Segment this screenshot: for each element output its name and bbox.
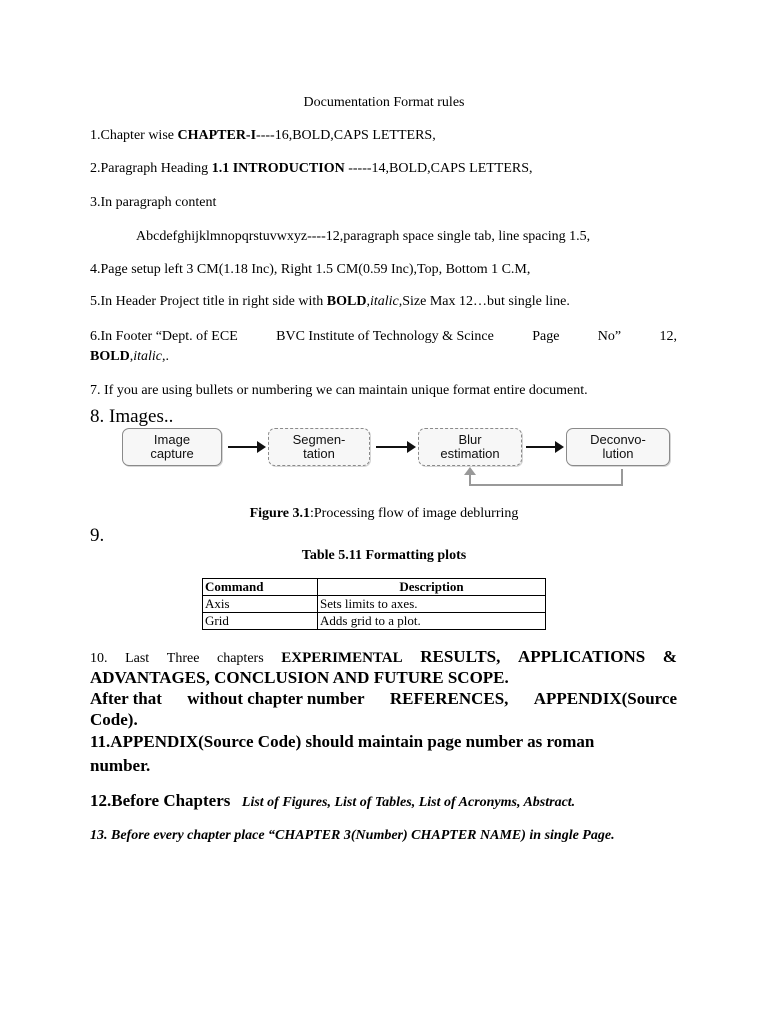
rule-10-line-3: [90, 688, 677, 709]
rule-10-word: Last: [125, 651, 150, 666]
flow-node-label: Blur estimation: [440, 432, 500, 461]
rule-6-comma: ,: [129, 349, 134, 364]
figure-caption-text: :Processing flow of image deblurring: [310, 506, 519, 521]
rule-1-text: 1.Chapter wise: [90, 128, 178, 143]
table-header-row: [203, 579, 546, 596]
rule-4: 4.Page setup left 3 CM(1.18 Inc), Right 1.5 CM(0.59 Inc),Top, Bottom 1 C.M,: [90, 262, 531, 277]
rule-12: [90, 790, 575, 814]
rule-5-tail: ,Size Max 12…but single line.: [398, 294, 570, 309]
table-cell: Sets limits to axes.: [318, 596, 546, 613]
table-cell: Axis: [203, 596, 318, 613]
rule-10-bold: EXPERIMENTAL: [281, 650, 403, 666]
rule-6-word: Page: [532, 329, 560, 344]
rule-6-tail: ,.: [161, 349, 169, 364]
rule-1: [90, 127, 436, 145]
rule-12-bold: 12.Before Chapters: [90, 791, 231, 810]
table-cell: Grid: [203, 613, 318, 630]
table-row: [203, 613, 546, 630]
rule-10-word: REFERENCES,: [389, 689, 509, 708]
table-caption: Table 5.11 Formatting plots: [301, 548, 467, 563]
rule-7: 7. If you are using bullets or numbering we can maintain unique format entire document.: [90, 383, 588, 398]
rule-10-line-2: ADVANTAGES, CONCLUSION AND FUTURE SCOPE.: [90, 668, 509, 687]
process-flow-diagram: [118, 424, 678, 496]
rule-6-bold: BOLD: [90, 349, 130, 364]
rule-1-bold: CHAPTER-I: [177, 128, 257, 143]
rule-2: [90, 160, 533, 178]
table-cell: Adds grid to a plot.: [318, 613, 546, 630]
figure-label: Figure 3.1: [249, 506, 310, 521]
rule-10-word: 10.: [90, 651, 108, 666]
rule-12-italic: List of Figures, List of Tables, List of Acronyms, Abstract.: [241, 795, 576, 810]
rule-10-bold: &: [662, 647, 677, 666]
rule-5-text: 5.In Header Project title in right side with: [90, 294, 327, 309]
rule-5-italic: italic: [369, 294, 399, 309]
table-row: [203, 596, 546, 613]
rule-5-comma: ,: [366, 294, 370, 309]
rule-10-word: chapters: [217, 651, 264, 666]
table-header: Description: [318, 579, 546, 596]
rule-10-word: Three: [166, 651, 200, 666]
rule-10-word: APPENDIX(Source: [533, 689, 677, 708]
page-title: Documentation Format rules: [303, 95, 465, 110]
rule-6-italic: italic: [133, 349, 162, 364]
flow-node-label: Image capture: [150, 432, 194, 461]
rule-10-word: After that: [90, 689, 162, 708]
rule-13: 13. Before every chapter place “CHAPTER 3(Number) CHAPTER NAME) in single Page.: [90, 828, 615, 843]
rule-2-bold: 1.1 INTRODUCTION: [211, 161, 345, 176]
rule-5-bold: BOLD: [326, 294, 367, 309]
rule-10-word: without chapter number: [187, 689, 365, 708]
rule-10-line-4: Code).: [90, 710, 138, 729]
rule-11: 11.APPENDIX(Source Code) should maintain page number as roman: [90, 732, 595, 751]
rule-6-word: BVC Institute of Technology & Scince: [276, 329, 494, 344]
rule-5: [90, 293, 570, 311]
rule-8: 8. Images..: [90, 406, 174, 427]
flow-node-label: Deconvo- lution: [590, 432, 646, 461]
flow-node-label: Segmen- tation: [292, 432, 346, 461]
rule-6-continued: [90, 348, 169, 366]
rule-9: 9.: [90, 525, 105, 546]
rule-6-word: 12,: [659, 329, 677, 344]
rule-2-text: 2.Paragraph Heading: [90, 161, 212, 176]
rule-3-detail: Abcdefghijklmnopqrstuvwxyz----12,paragraph space single tab, line spacing 1.5,: [136, 229, 591, 244]
rule-10-bold: RESULTS,: [420, 647, 501, 666]
rule-6-word: No”: [597, 329, 622, 344]
rule-11-line-2: number.: [90, 756, 151, 775]
rule-10-bold: APPLICATIONS: [517, 647, 646, 666]
rule-6: [90, 328, 677, 346]
rule-1-tail: ----16,BOLD,CAPS LETTERS,: [256, 128, 436, 143]
rule-3: 3.In paragraph content: [90, 195, 217, 210]
formatting-table: [202, 578, 546, 630]
figure-caption: [0, 505, 768, 523]
rule-2-tail: -----14,BOLD,CAPS LETTERS,: [344, 161, 533, 176]
table-header: Command: [203, 579, 318, 596]
rule-6-word: 6.In Footer “Dept. of ECE: [90, 329, 238, 344]
feedback-arrow-icon: [118, 424, 678, 496]
